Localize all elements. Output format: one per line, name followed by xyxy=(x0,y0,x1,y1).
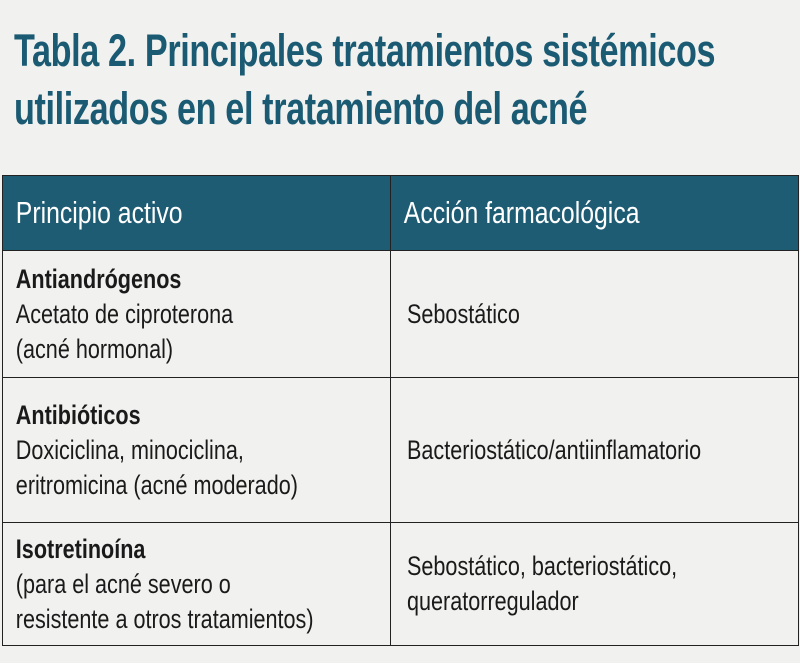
title-line-1: Tabla 2. Principales tratamientos sistémicos xyxy=(14,25,716,76)
action-line: Sebostático, bacteriostático, xyxy=(407,551,678,581)
table-row xyxy=(3,378,799,523)
action-line: Sebostático xyxy=(407,298,520,329)
table-header-row xyxy=(3,176,799,251)
header-principio-activo: Principio activo xyxy=(3,176,391,251)
group-name: Antibióticos xyxy=(15,399,141,430)
cell-line: Doxiciclina, minociclina, xyxy=(15,434,244,465)
cell-line: (para el acné severo o xyxy=(15,568,231,599)
header-accion-farmacologica: Acción farmacológica xyxy=(391,176,799,251)
cell-line: (acné hormonal) xyxy=(15,333,174,364)
cell-line: eritromicina (acné moderado) xyxy=(15,469,298,500)
page-title xyxy=(14,22,716,138)
principio-activo-cell xyxy=(3,523,391,646)
accion-cell xyxy=(391,251,799,378)
accion-cell xyxy=(391,378,799,523)
principio-activo-cell xyxy=(3,378,391,523)
action-line: queratorregulador xyxy=(407,586,579,616)
accion-cell xyxy=(391,523,799,646)
group-name: Antiandrógenos xyxy=(15,263,182,294)
cell-line: Acetato de ciproterona xyxy=(15,298,234,329)
title-line-2: utilizados en el tratamiento del acné xyxy=(14,83,588,134)
group-name: Isotretinoína xyxy=(15,533,146,564)
table-row xyxy=(3,251,799,378)
cell-line: resistente a otros tratamientos) xyxy=(15,603,314,634)
table-row xyxy=(3,523,799,646)
action-line: Bacteriostático/antiinflamatorio xyxy=(407,434,702,465)
principio-activo-cell xyxy=(3,251,391,378)
treatments-table xyxy=(2,175,799,646)
